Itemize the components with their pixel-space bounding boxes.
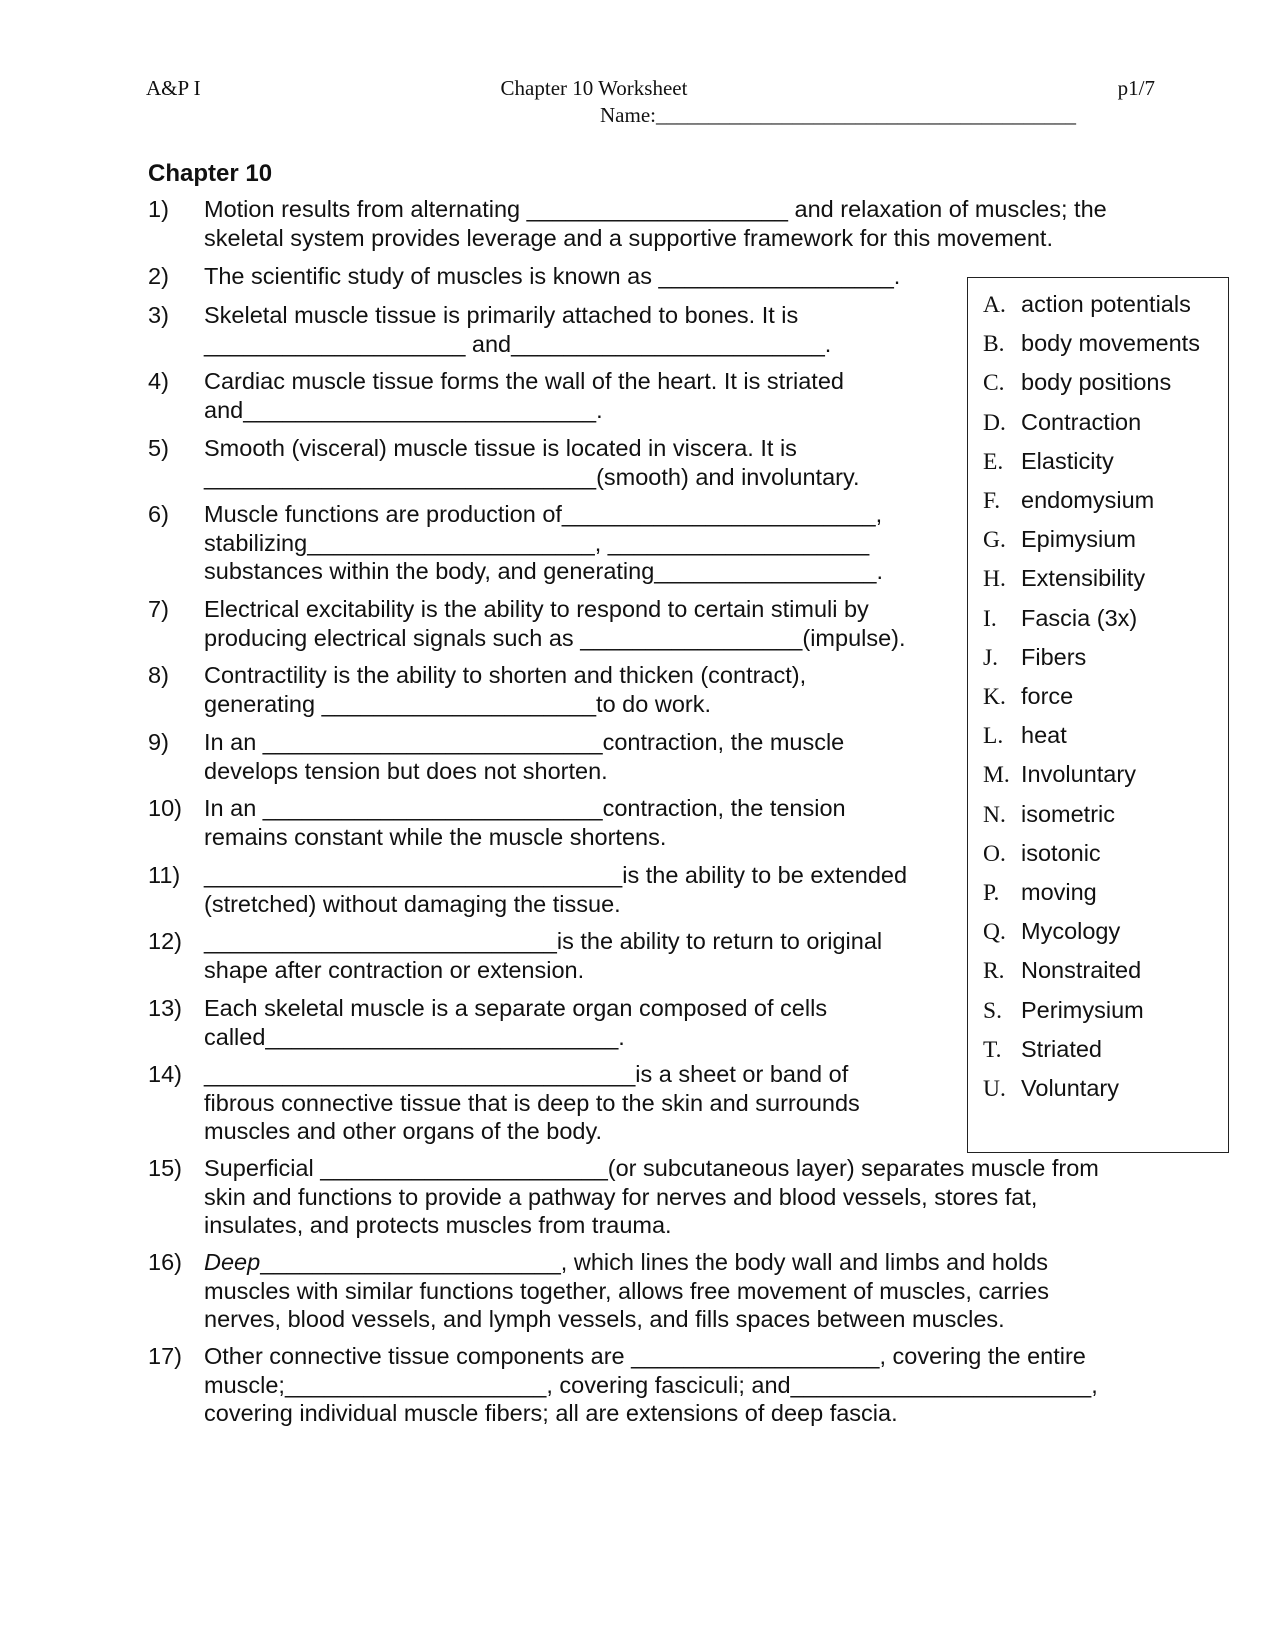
answer-option	[983, 329, 1200, 358]
question-line: shape after contraction or extension.	[204, 956, 585, 983]
answer-option	[983, 996, 1144, 1025]
question-line: muscles and other organs of the body.	[204, 1118, 602, 1144]
question-number: 13)	[148, 995, 182, 1021]
answer-option	[983, 564, 1145, 593]
question-line: Electrical excitability is the ability to respond to certain stimuli by	[204, 596, 869, 622]
question-line-rest[interactable]: _______________________, which lines the body wall and limbs and holds	[260, 1249, 1049, 1275]
question-text	[204, 1248, 1049, 1334]
question-number: 10)	[148, 795, 182, 821]
question-line[interactable]: ___________________________is the ability to return to original	[204, 928, 883, 954]
italic-term: Deep	[204, 1249, 261, 1275]
option-term: Extensibility	[1021, 565, 1146, 592]
answer-option	[983, 721, 1067, 750]
question-number: 8)	[148, 662, 169, 688]
option-term: body movements	[1021, 330, 1200, 357]
answer-option	[983, 917, 1120, 946]
option-term: Elasticity	[1021, 447, 1114, 474]
option-term: body positions	[1021, 369, 1172, 396]
question-text	[204, 500, 883, 586]
question-number: 3)	[148, 302, 169, 328]
chapter-title: Chapter 10	[148, 160, 273, 187]
question-line[interactable]: Superficial ______________________(or subcutaneous layer) separates muscle from	[204, 1155, 1099, 1181]
question-line: (stretched) without damaging the tissue.	[204, 890, 621, 917]
answer-option	[983, 839, 1101, 868]
option-letter: E.	[983, 448, 1004, 475]
option-letter: F.	[983, 488, 1001, 514]
question-line: remains constant while the muscle shortens.	[204, 823, 667, 850]
option-term: heat	[1021, 722, 1067, 749]
option-term: Epimysium	[1021, 526, 1136, 553]
option-term: Contraction	[1021, 408, 1142, 435]
question-line: develops tension but does not shorten.	[204, 757, 608, 784]
question-line: Each skeletal muscle is a separate organ composed of cells	[204, 995, 828, 1021]
option-term: endomysium	[1021, 487, 1155, 513]
answer-option	[983, 1074, 1119, 1103]
question-number: 4)	[148, 368, 169, 394]
question-text	[204, 262, 900, 291]
question-number: 1)	[148, 196, 169, 222]
option-letter: M.	[983, 762, 1010, 789]
question-line[interactable]: Other connective tissue components are ___________________, covering the entire	[204, 1343, 1086, 1369]
option-letter: U.	[983, 1076, 1006, 1102]
option-letter: S.	[983, 997, 1002, 1024]
question-line[interactable]: In an __________________________contraction, the tension	[204, 795, 846, 821]
option-term: Involuntary	[1021, 761, 1136, 788]
option-letter: P.	[983, 880, 1000, 906]
answer-option	[983, 1035, 1102, 1064]
answer-option	[983, 760, 1136, 789]
question-line[interactable]: The scientific study of muscles is known as __________________.	[204, 263, 901, 289]
question-line[interactable]: and___________________________.	[204, 396, 603, 423]
option-letter: K.	[983, 684, 1006, 710]
option-term: Mycology	[1021, 918, 1121, 945]
question-text	[204, 434, 860, 491]
answer-option	[983, 643, 1086, 672]
option-term: moving	[1021, 879, 1097, 905]
option-letter: N.	[983, 801, 1006, 828]
question-number: 11)	[148, 862, 181, 888]
question-line: muscles with similar functions together, allows free movement of muscles, carries	[204, 1277, 1050, 1304]
question-line[interactable]: ____________________ and________________________.	[204, 330, 832, 357]
option-term: action potentials	[1021, 291, 1191, 317]
option-letter: G.	[983, 527, 1006, 554]
question-line[interactable]: Muscle functions are production of________________________,	[204, 501, 883, 527]
option-term: force	[1021, 683, 1074, 709]
question-line: insulates, and protects muscles from trauma.	[204, 1212, 672, 1238]
question-text	[204, 195, 1107, 252]
option-letter: A.	[983, 292, 1006, 318]
option-term: isotonic	[1021, 839, 1101, 866]
question-line[interactable]: Motion results from alternating ____________________ and relaxation of muscles; the	[204, 196, 1107, 222]
option-letter: H.	[983, 566, 1006, 593]
question-text	[204, 994, 827, 1051]
answer-option	[983, 447, 1114, 476]
question-line[interactable]: ______________________________(smooth) and involuntary.	[204, 463, 860, 490]
question-number: 2)	[148, 263, 169, 289]
option-letter: L.	[983, 723, 1004, 750]
question-line: fibrous connective tissue that is deep to the skin and surrounds	[204, 1089, 860, 1116]
option-term: Striated	[1021, 1035, 1102, 1062]
option-letter: J.	[983, 644, 999, 671]
option-term: Nonstraited	[1021, 957, 1142, 984]
question-text	[204, 1342, 1098, 1428]
question-line: skin and functions to provide a pathway for nerves and blood vessels, stores fat,	[204, 1183, 1038, 1210]
question-line	[204, 1248, 1049, 1277]
answer-option	[983, 604, 1137, 633]
question-text	[204, 595, 906, 652]
answer-option	[983, 486, 1154, 515]
question-line: skeletal system provides leverage and a supportive framework for this movement.	[204, 224, 1053, 251]
answer-option	[983, 800, 1115, 829]
question-text	[204, 1060, 860, 1146]
question-text	[204, 1154, 1099, 1240]
answer-option	[983, 878, 1097, 907]
page-number: p1/7	[1117, 76, 1155, 100]
question-line: Cardiac muscle tissue forms the wall of the heart. It is striated	[204, 368, 844, 394]
option-term: Fibers	[1021, 643, 1087, 670]
question-line: Contractility is the ability to shorten and thicken (contract),	[204, 662, 807, 688]
option-letter: R.	[983, 958, 1005, 985]
question-number: 6)	[148, 501, 169, 527]
question-number: 16)	[148, 1249, 182, 1275]
question-text	[204, 728, 844, 785]
question-number: 12)	[148, 928, 182, 954]
option-letter: D.	[983, 409, 1006, 436]
question-number: 17)	[148, 1343, 182, 1369]
question-line[interactable]: generating _____________________to do work.	[204, 690, 711, 717]
question-number: 5)	[148, 435, 169, 461]
name-field[interactable]: Name:________________________________________	[600, 103, 1076, 127]
question-line: Skeletal muscle tissue is primarily attached to bones. It is	[204, 302, 799, 328]
answer-option	[983, 408, 1141, 437]
question-line: covering individual muscle fibers; all are extensions of deep fascia.	[204, 1400, 898, 1426]
question-line[interactable]: substances within the body, and generating_________________.	[204, 558, 883, 584]
answer-bank	[967, 277, 1229, 1153]
question-line: nerves, blood vessels, and lymph vessels, and fills spaces between muscles.	[204, 1306, 1005, 1332]
question-text	[204, 927, 882, 984]
option-letter: B.	[983, 331, 1005, 358]
answer-option	[983, 368, 1171, 397]
option-letter: T.	[983, 1036, 1002, 1063]
option-term: Perimysium	[1021, 996, 1144, 1023]
question-line[interactable]: muscle;____________________, covering fasciculi; and_______________________,	[204, 1371, 1098, 1398]
answer-option	[983, 956, 1141, 985]
option-letter: I.	[983, 605, 997, 632]
question-line[interactable]: _________________________________is a sheet or band of	[204, 1061, 849, 1087]
option-term: Fascia (3x)	[1021, 604, 1138, 631]
question-text	[204, 661, 806, 718]
option-term: isometric	[1021, 800, 1116, 827]
question-line[interactable]: ________________________________is the ability to be extended	[204, 862, 908, 888]
option-letter: C.	[983, 370, 1005, 397]
option-letter: Q.	[983, 919, 1006, 946]
option-term: Voluntary	[1021, 1075, 1119, 1101]
answer-option	[983, 525, 1136, 554]
option-letter: O.	[983, 840, 1006, 867]
course-label: A&P I	[146, 76, 201, 100]
worksheet-title: Chapter 10 Worksheet	[500, 76, 688, 100]
question-number: 9)	[148, 729, 169, 755]
answer-option	[983, 290, 1191, 319]
question-number: 7)	[148, 596, 169, 622]
question-line: Smooth (visceral) muscle tissue is located in viscera. It is	[204, 435, 797, 461]
question-line[interactable]: stabilizing______________________, ____________________	[204, 529, 870, 556]
answer-option	[983, 682, 1073, 711]
question-line[interactable]: called___________________________.	[204, 1023, 625, 1050]
question-text	[204, 301, 831, 358]
question-line[interactable]: In an __________________________contraction, the muscle	[204, 729, 845, 755]
question-text	[204, 794, 846, 851]
question-number: 14)	[148, 1061, 182, 1087]
question-text	[204, 367, 844, 424]
question-number: 15)	[148, 1155, 182, 1181]
question-line[interactable]: producing electrical signals such as _________________(impulse).	[204, 624, 906, 651]
question-text	[204, 861, 907, 918]
